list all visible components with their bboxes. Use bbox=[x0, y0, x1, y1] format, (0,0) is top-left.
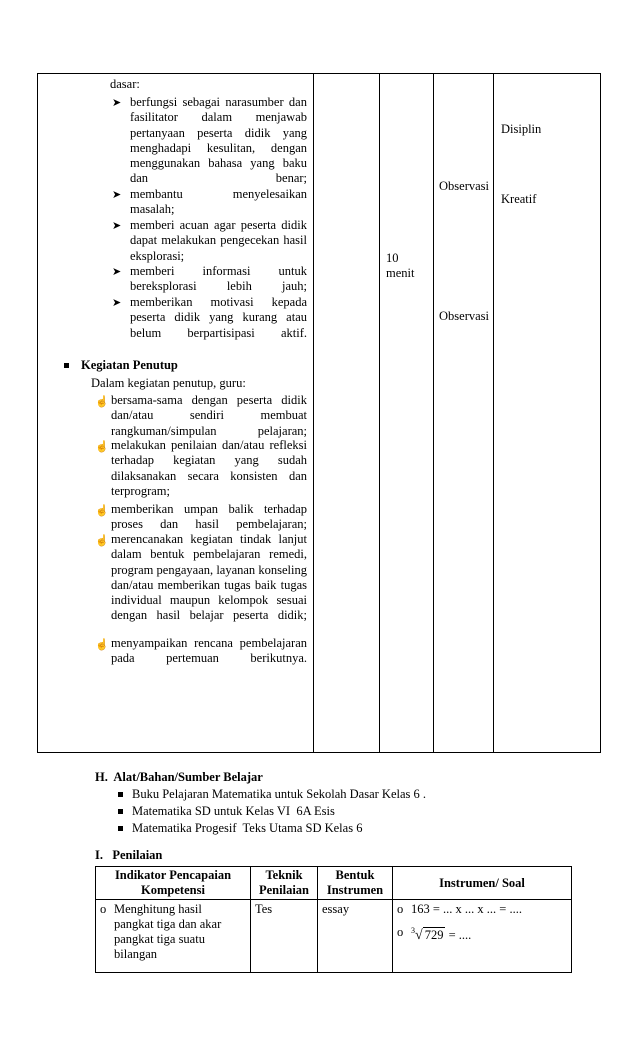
square-bullet-icon bbox=[118, 826, 123, 831]
circle-bullet: o bbox=[397, 902, 404, 916]
hand-bullet-icon: ☝ bbox=[95, 441, 109, 453]
table-divider-1 bbox=[313, 73, 314, 753]
square-bullet-icon bbox=[118, 792, 123, 797]
header-question: Instrumen/ Soal bbox=[393, 867, 572, 900]
arrow-bullet-icon: ➤ bbox=[112, 97, 122, 109]
table-border-right bbox=[600, 73, 601, 753]
table-divider-2 bbox=[379, 73, 380, 753]
section-i-heading: I. Penilaian bbox=[95, 848, 163, 862]
resource-item: Buku Pelajaran Matematika untuk Sekolah Dasar Kelas 6 . bbox=[132, 787, 427, 801]
form-text: essay bbox=[322, 902, 350, 916]
closing-title: Kegiatan Penutup bbox=[81, 358, 178, 372]
square-bullet-icon bbox=[118, 809, 123, 814]
resource-item: Matematika SD untuk Kelas VI 6A Esis bbox=[132, 804, 335, 818]
header-technique: Teknik Penilaian bbox=[251, 867, 318, 900]
arrow-bullet-icon: ➤ bbox=[112, 297, 122, 309]
teacher-role-item: memberi acuan agar peserta didik dapat melakukan pengecekan hasil eksplorasi; bbox=[130, 218, 307, 263]
assessment-table bbox=[95, 866, 572, 973]
header-form: Bentuk Instrumen bbox=[318, 867, 393, 900]
table-bottom-border bbox=[37, 752, 601, 753]
technique-text: Tes bbox=[255, 902, 273, 916]
question-2-suffix: = .... bbox=[448, 928, 472, 942]
character-value: Kreatif bbox=[501, 192, 537, 206]
arrow-bullet-icon: ➤ bbox=[112, 189, 122, 201]
time-unit: menit bbox=[386, 266, 415, 280]
radical-sign: √ bbox=[415, 928, 423, 943]
closing-item: memberikan umpan balik terhadap proses dan hasil pembelajaran; bbox=[111, 502, 307, 532]
assessment-observation: Observasi bbox=[439, 309, 489, 323]
indicator-text: Menghitung hasil pangkat tiga dan akar pangkat tiga suatu bilangan bbox=[114, 902, 222, 961]
hand-bullet-icon: ☝ bbox=[95, 396, 109, 408]
question-1: 163 = ... x ... x ... = .... bbox=[411, 902, 522, 916]
hand-bullet-icon: ☝ bbox=[95, 505, 109, 517]
closing-item: bersama-sama dengan peserta didik dan/atau sendiri membuat rangkuman/simpulan pelajaran; bbox=[111, 393, 307, 438]
teacher-role-item: memberikan motivasi kepada peserta didik yang kurang atau belum berpartisipasi aktif. bbox=[130, 295, 307, 340]
question-cell bbox=[393, 900, 572, 973]
teacher-role-item: berfungsi sebagai narasumber dan fasilitator dalam menjawab pertanyaan peserta didik yang menghadapi kesulitan, dengan menggunakan bahasa yang baku dan benar; bbox=[130, 95, 307, 186]
teacher-role-item: memberi informasi untuk bereksplorasi lebih jauh; bbox=[130, 264, 307, 294]
hand-bullet-icon: ☝ bbox=[95, 535, 109, 547]
intro-fragment: dasar: bbox=[110, 77, 140, 91]
table-border-left bbox=[37, 73, 38, 753]
table-top-border bbox=[37, 73, 601, 74]
hand-bullet-icon: ☝ bbox=[95, 639, 109, 651]
root-index: 3 bbox=[411, 926, 415, 935]
assessment-observation: Observasi bbox=[439, 179, 489, 193]
square-bullet-icon bbox=[64, 363, 69, 368]
character-value: Disiplin bbox=[501, 122, 542, 136]
circle-bullet: o bbox=[100, 902, 107, 916]
table-divider-4 bbox=[493, 73, 494, 753]
section-h-heading: H. Alat/Bahan/Sumber Belajar bbox=[95, 770, 263, 784]
closing-item: menyampaikan rencana pembelajaran pada pertemuan berikutnya. bbox=[111, 636, 307, 666]
arrow-bullet-icon: ➤ bbox=[112, 266, 122, 278]
form-cell bbox=[318, 900, 393, 973]
technique-cell bbox=[251, 900, 318, 973]
time-value: 10 bbox=[386, 251, 399, 265]
header-indicator: Indikator Pencapaian Kompetensi bbox=[96, 867, 251, 900]
closing-intro: Dalam kegiatan penutup, guru: bbox=[91, 376, 246, 390]
arrow-bullet-icon: ➤ bbox=[112, 220, 122, 232]
radicand: 729 bbox=[424, 928, 444, 942]
resource-item: Matematika Progesif Teks Utama SD Kelas 6 bbox=[132, 821, 363, 835]
circle-bullet: o bbox=[397, 925, 404, 939]
closing-item: merencanakan kegiatan tindak lanjut dalam bentuk pembelajaran remedi, program pengayaan, layanan konseling dan/atau memberikan tugas baik tugas individual maupun kelompok sesuai dengan hasil belajar peserta didik; bbox=[111, 532, 307, 623]
table-divider-3 bbox=[433, 73, 434, 753]
indicator-cell bbox=[96, 900, 251, 973]
question-2 bbox=[411, 921, 471, 943]
closing-item: melakukan penilaian dan/atau refleksi terhadap kegiatan yang sudah dilaksanakan secara konsisten dan terprogram; bbox=[111, 438, 307, 498]
teacher-role-item: membantu menyelesaikan masalah; bbox=[130, 187, 307, 217]
